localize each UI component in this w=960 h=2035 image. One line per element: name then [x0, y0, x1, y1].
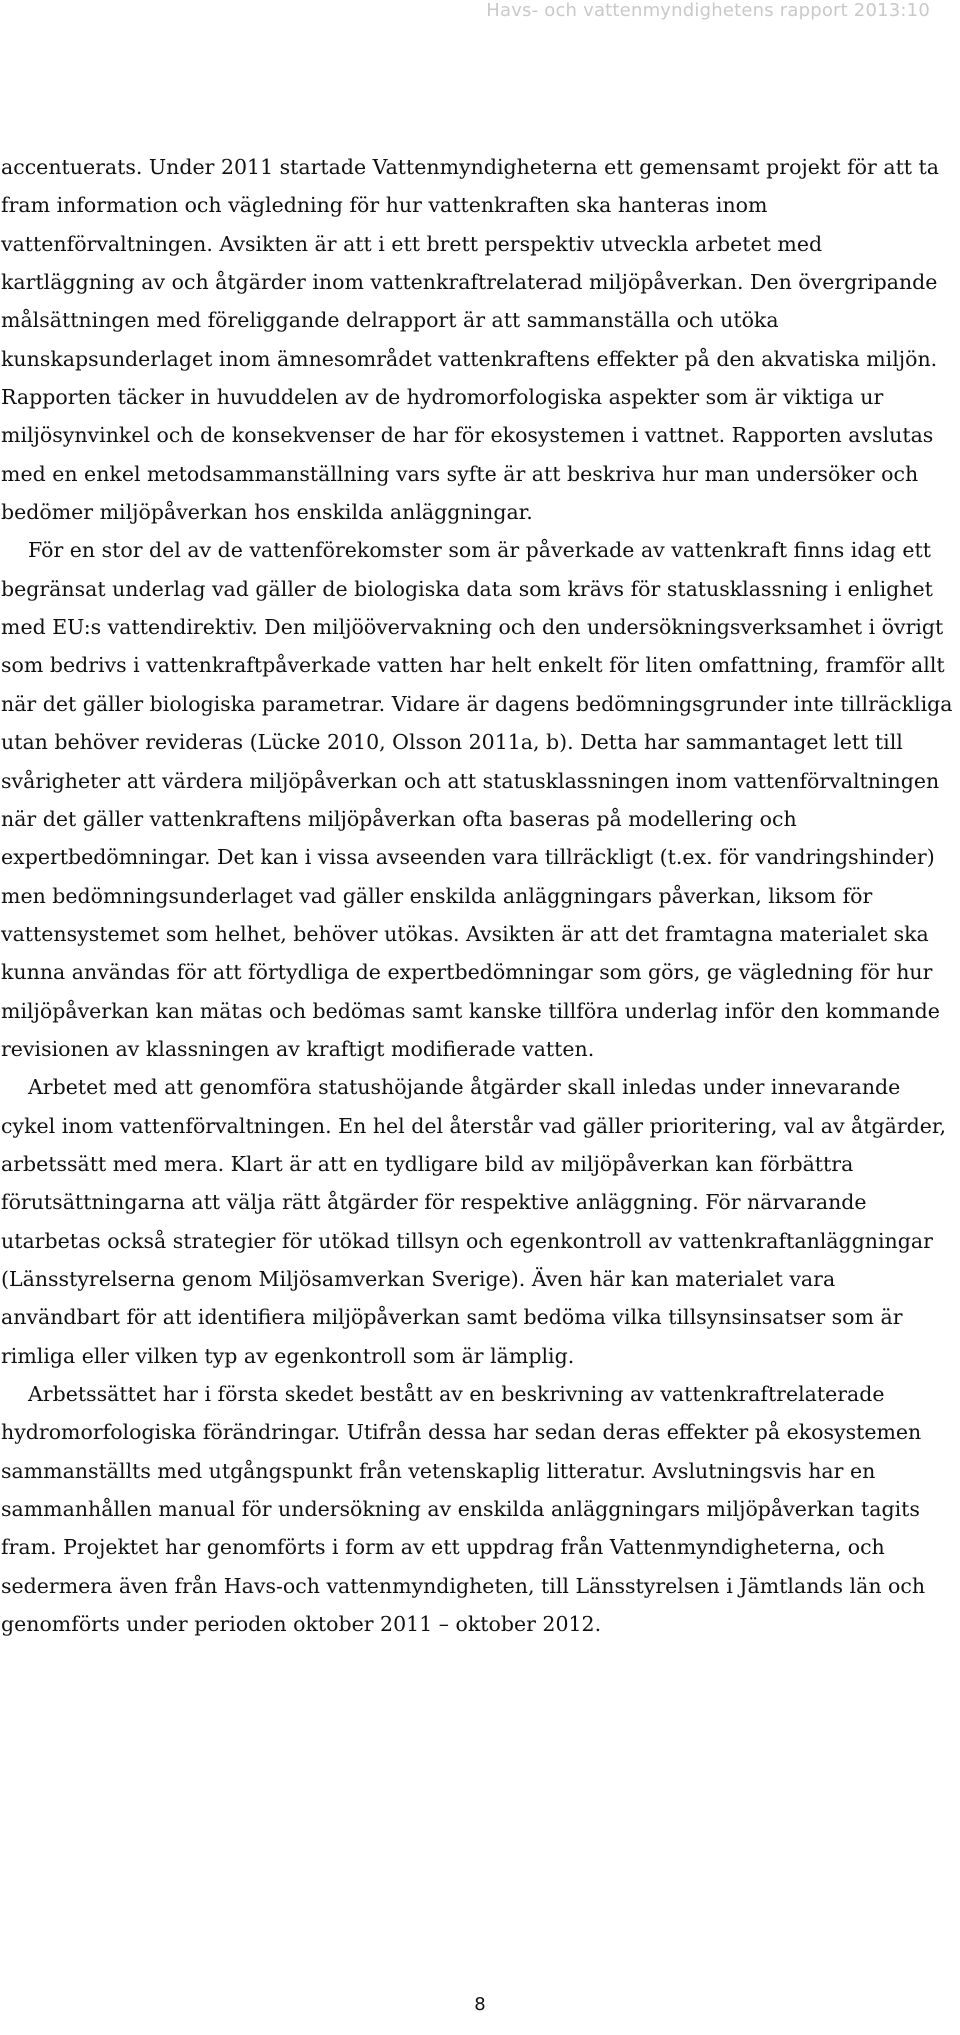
paragraph-1: accentuerats. Under 2011 startade Vattenmyndigheterna ett gemensamt projekt för att ta fram information och vägledning för hur vattenkraften ska hanteras inom vattenförvaltningen. Avsikten är att i ett brett perspektiv utveckla arbetet med kartläggning av och åtgärder inom vattenkraftrelaterad miljöpåverkan. Den övergripande målsättningen med föreliggande delrapport är att sammanställa och utöka kunskapsunderlaget inom ämnesområdet vattenkraftens effekter på den akvatiska miljön. Rapporten täcker in huvuddelen av de hydromorfologiska aspekter som är viktiga ur miljösynvinkel och de konsekvenser de har för ekosystemen i vattnet. Rapporten avslutas med en enkel metodsammanställning vars syfte är att beskriva hur man undersöker och bedömer miljöpåverkan hos enskilda anläggningar. [1, 155, 940, 525]
paragraph-4: Arbetssättet har i första skedet bestått av en beskrivning av vattenkraftrelaterade hydromorfologiska förändringar. Utifrån dessa har sedan deras effekter på ekosystemen sammanställts med utgångspunkt från vetenskaplig litteratur. Avslutningsvis har en sammanhållen manual för undersökning av enskilda anläggningars miljöpåverkan tagits fram. Projektet har genomförts i form av ett uppdrag från Vattenmyndigheterna, och sedermera även från Havs-och vattenmyndigheten, till Länsstyrelsen i Jämtlands län och genomförts under perioden oktober 2011 – oktober 2012. [1, 1382, 926, 1637]
paragraph-3: Arbetet med att genomföra statushöjande åtgärder skall inledas under innevarande cykel inom vattenförvaltningen. En hel del återstår vad gäller prioritering, val av åtgärder, arbetssätt med mera. Klart är att en tydligare bild av miljöpåverkan kan förbättra förutsättningarna att välja rätt åtgärder för respektive anläggning. För närvarande utarbetas också strategier för utökad tillsyn och egenkontroll av vattenkraftanläggningar (Länsstyrelserna genom Miljösamverkan Sverige). Även här kan materialet vara användbart för att identifiera miljöpåverkan samt bedöma vilka tillsynsinsatser som är rimliga eller vilken typ av egenkontroll som är lämplig. [1, 1075, 946, 1368]
running-header-title: Havs- och vattenmyndighetens rapport 2013:10 [486, 0, 930, 21]
page-number: 8 [474, 1994, 486, 2015]
body-text [0, 148, 960, 1643]
paragraph-2: För en stor del av de vattenförekomster som är påverkade av vattenkraft finns idag ett begränsat underlag vad gäller de biologiska data som krävs för statusklassning i enlighet med EU:s vattendirektiv. Den miljöövervakning och den undersökningsverksamhet i övrigt som bedrivs i vattenkraftpåverkade vatten har helt enkelt för liten omfattning, framför allt när det gäller biologiska parametrar. Vidare är dagens bedömningsgrunder inte tillräckliga utan behöver revideras (Lücke 2010, Olsson 2011a, b). Detta har sammantaget lett till svårigheter att värdera miljöpåverkan och att statusklassningen inom vattenförvaltningen när det gäller vattenkraftens miljöpåverkan ofta baseras på modellering och expertbedömningar. Det kan i vissa avseenden vara tillräckligt (t.ex. för vandringshinder) men bedömningsunderlaget vad gäller enskilda anläggningars påverkan, liksom för vattensystemet som helhet, behöver utökas. Avsikten är att det framtagna materialet ska kunna användas för att förtydliga de expertbedömningar som görs, ge vägledning för hur miljöpåverkan kan mätas och bedömas samt kanske tillföra underlag inför den kommande revisionen av klassningen av kraftigt modifierade vatten. [1, 538, 953, 1061]
